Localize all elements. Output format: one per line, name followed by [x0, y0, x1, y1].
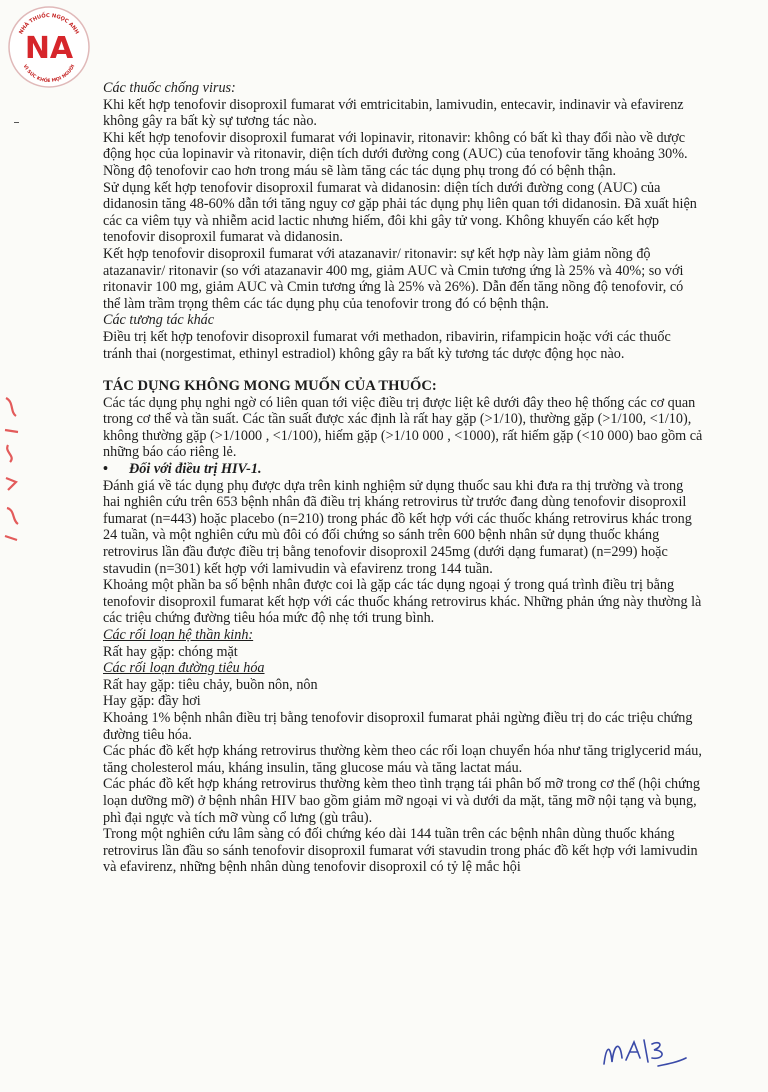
paragraph: Rất hay gặp: tiêu chảy, buồn nôn, nôn — [103, 676, 318, 693]
red-margin-stamp — [0, 390, 26, 550]
paragraph: Khoảng một phần ba số bệnh nhân được coi là gặp các tác dụng ngoại ý trong quá trình điều trị bằng tenofovir disoproxil fumarat kết hợp với các thuốc kháng retrovirus khác. Những phản ứng này thường là các triệu chứng đường tiêu hóa mức độ nhẹ tới trung bình. — [103, 577, 702, 627]
subheading-antivirals: Các thuốc chống virus: — [103, 80, 236, 96]
paragraph: Các tác dụng phụ nghi ngờ có liên quan tới việc điều trị được liệt kê dưới đây theo hệ thống các cơ quan trong cơ thể và tần suất. Các tần suất được xác định là rất hay gặp (>1/10), thường gặp (>1/100, <1/10), không thường gặp (>1/1000 , <1/100), hiếm gặp (>1/10 000 , <1000), rất hiếm gặp (<10 000) bao gồm cả những báo cáo riêng lẻ. — [103, 394, 703, 461]
subheading-gastrointestinal: Các rối loạn đường tiêu hóa — [103, 660, 265, 677]
paragraph: Khi kết hợp tenofovir disoproxil fumarat với lopinavir, ritonavir: không có bất kì thay đổi nào về dược động học của lopinavir và ritonavir, diện tích dưới đường cong (AUC) của tenofovir tăng khoảng 30%. Nồng độ tenofovir cao hơn trong máu sẽ làm tăng các tác dụng phụ trong đó có bệnh thận. — [103, 129, 688, 179]
logo-arc-top: NHÀ THUỐC NGỌC ANH — [18, 12, 80, 36]
paragraph: Khoảng 1% bệnh nhân điều trị bằng tenofovir disoproxil fumarat phải ngừng điều trị do các triệu chứng đường tiêu hóa. — [103, 709, 693, 743]
logo-monogram: NA — [24, 31, 74, 66]
pharmacy-logo — [6, 4, 92, 90]
paragraph: Trong một nghiên cứu lâm sàng có đối chứng kéo dài 144 tuần trên các bệnh nhân dùng thuốc kháng retrovirus lần đầu so sánh tenofovir disoproxil fumarat với stavudin trong phác đồ kết hợp với lamivudin và efavirenz, những bệnh nhân dùng tenofovir disoproxil có tỷ lệ mắc hội — [103, 826, 698, 876]
margin-mark — [14, 122, 19, 123]
handwritten-signature — [598, 1028, 690, 1076]
logo-arc-bottom: VÌ SỨC KHỎE MỌI NGƯỜI — [21, 64, 77, 85]
paragraph: Điều trị kết hợp tenofovir disoproxil fumarat với methadon, ribavirin, rifampicin hoặc với các thuốc tránh thai (norgestimat, ethinyl estradiol) không gây ra bất kỳ tương tác dược động học nào. — [103, 328, 671, 362]
subheading-nervous-system: Các rối loạn hệ thần kinh: — [103, 627, 254, 643]
paragraph: Hay gặp: đầy hơi — [103, 693, 201, 710]
bullet-dot: • — [103, 461, 108, 478]
paragraph: Các phác đồ kết hợp kháng retrovirus thường kèm theo các rối loạn chuyển hóa như tăng triglycerid máu, tăng cholesterol máu, kháng insulin, tăng glucose máu và tăng lactat máu. — [103, 743, 702, 776]
document-body — [103, 80, 703, 876]
paragraph: Rất hay gặp: chóng mặt — [103, 643, 238, 660]
paragraph: Kết hợp tenofovir disoproxil fumarat với atazanavir/ ritonavir: sự kết hợp này làm giảm nồng độ atazanavir/ ritonavir (so với atazanavir 400 mg, giảm AUC và Cmin tương ứng là 25% và 40%; so với ritonavir 100 mg, giảm AUC và Cmin tương ứng là 25% và 26%). Dẫn đến tăng nồng độ tenofovir, có thể làm trầm trọng thêm các tác dụng phụ của tenofovir trong đó có bệnh thận. — [103, 245, 684, 312]
bullet-label: Đối với điều trị HIV-1. — [129, 461, 262, 478]
paragraph: Đánh giá về tác dụng phụ được dựa trên kinh nghiệm sử dụng thuốc sau khi đưa ra thị trường và trong hai nghiên cứu trên 653 bệnh nhân đã điều trị kháng retrovirus từ trước đang dùng tenofovir disoproxil fumarat (n=443) hoặc placebo (n=210) trong phác đồ kết hợp với các thuốc kháng retrovirus khác trong 24 tuần, và một nghiên cứu mù đôi có đối chứng so sánh trên 600 bệnh nhân sử dụng thuốc kháng retrovirus lần đầu được điều trị bằng tenofovir disoproxil 245mg (dưới dạng fumarat) (n=299) hoặc stavudin (n=301) kết hợp với lamivudin và efavirenz trong 144 tuần. — [103, 477, 692, 577]
paragraph: Sử dụng kết hợp tenofovir disoproxil fumarat và didanosin: diện tích dưới đường cong (AUC) của didanosin tăng 48-60% dẫn tới tăng nguy cơ gặp phải tác dụng phụ liên quan tới didanosin. Đã xuất hiện các ca viêm tụy và nhiễm acid lactic nhưng hiếm, đôi khi gây tử vong. Không khuyến cáo kết hợp tenofovir disoproxil fumarat và didanosin. — [103, 179, 697, 246]
paragraph: Khi kết hợp tenofovir disoproxil fumarat với emtricitabin, lamivudin, entecavir, indinavir và efavirenz không gây ra bất kỳ sự tương tác nào. — [103, 96, 684, 130]
subheading-other-interactions: Các tương tác khác — [103, 312, 215, 329]
paragraph: Các phác đồ kết hợp kháng retrovirus thường kèm theo tình trạng tái phân bố mỡ trong cơ thể (hội chứng loạn dưỡng mỡ) ở bệnh nhân HIV bao gồm giảm mỡ ngoại vi và dưới da mặt, tăng mỡ nội tạng và bụng, phì đại ngực và tích mỡ vùng cổ lưng (gù trâu). — [103, 776, 700, 826]
section-heading-side-effects: TÁC DỤNG KHÔNG MONG MUỐN CỦA THUỐC: — [103, 378, 437, 395]
bullet-hiv-treatment — [103, 461, 703, 478]
